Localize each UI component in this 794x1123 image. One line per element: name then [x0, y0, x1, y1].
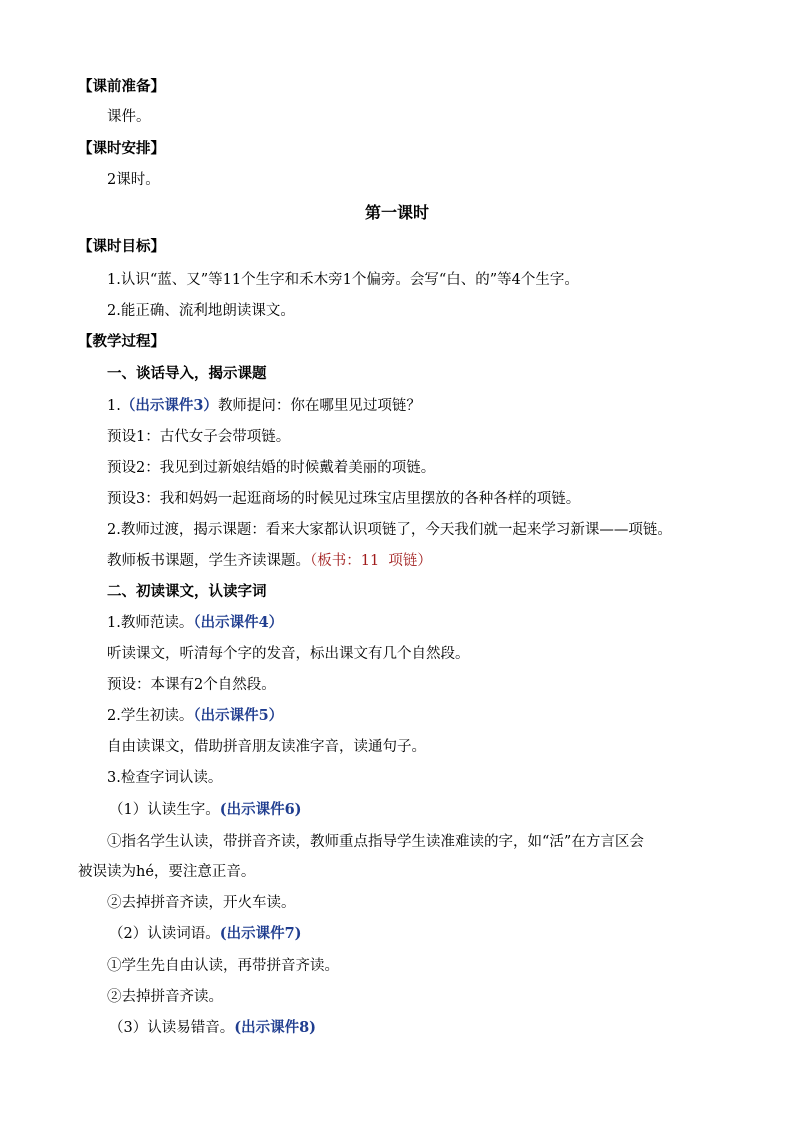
part1-line3 — [107, 549, 724, 573]
step2-line — [107, 704, 724, 728]
objective-item-1: 1.认识“蓝、又”等11个生字和禾木旁1个偏旁。会写“白、的”等4个生字。 — [107, 272, 579, 288]
step2-body: 自由读课文，借助拼音朋友读准字音，读通句子。 — [107, 739, 426, 755]
part1-line2: 2.教师过渡，揭示课题：看来大家都认识项链了，今天我们就一起来学习新课——项链。 — [107, 522, 672, 538]
preset-1: 预设1：古代女子会带项链。 — [107, 429, 291, 445]
part1-line1-text: 教师提问：你在哪里见过项链？ — [217, 398, 421, 414]
part1-line1 — [107, 394, 724, 418]
sub2-text: （2）认读词语。 — [109, 926, 220, 942]
part1-line1-num: 1. — [107, 398, 121, 414]
courseware-tag: (出示课件7) — [219, 925, 302, 942]
part2-heading: 二、初读课文，认读字词 — [107, 583, 267, 600]
courseware-tag: （出示课件3） — [120, 397, 218, 414]
schedule-heading: 【课时安排】 — [78, 140, 165, 157]
courseware-tag: (出示课件6) — [219, 801, 302, 818]
sub2-a: ①学生先自由认读，再带拼音齐读。 — [107, 958, 339, 974]
courseware-tag: （出示课件4） — [193, 614, 284, 631]
sub3-line — [109, 1016, 724, 1040]
preset-2: 预设2：我见到过新娘结婚的时候戴着美丽的项链。 — [107, 460, 436, 476]
sub3-text: （3）认读易错音。 — [109, 1020, 235, 1036]
part1-line3-text: 教师板书课题，学生齐读课题。 — [107, 553, 310, 569]
step2-text: 2.学生初读。 — [107, 708, 194, 724]
step1-line — [107, 611, 724, 635]
sub1-b: ②去掉拼音齐读，开火车读。 — [107, 895, 296, 911]
sub1-text: （1）认读生字。 — [109, 802, 220, 818]
step1-body: 听读课文，听清每个字的发音，标出课文有几个自然段。 — [107, 646, 470, 662]
courseware-tag: （出示课件5） — [193, 707, 284, 724]
objective-item-2: 2.能正确、流利地朗读课文。 — [107, 303, 295, 319]
sub1-a2: 被误读为hé，要注意正音。 — [78, 864, 256, 880]
objectives-heading: 【课时目标】 — [78, 238, 165, 255]
board-writing-tag: （板书：11 项链） — [310, 553, 432, 569]
sub2-line — [109, 922, 724, 946]
step3-line: 3.检查字词认读。 — [107, 770, 223, 786]
part1-heading: 一、谈话导入，揭示课题 — [107, 365, 267, 382]
step1-preset: 预设：本课有2个自然段。 — [107, 677, 276, 693]
prep-heading: 【课前准备】 — [78, 78, 165, 95]
sub2-b: ②去掉拼音齐读。 — [107, 989, 223, 1005]
sub1-line — [109, 798, 724, 822]
prep-body: 课件。 — [107, 109, 151, 125]
schedule-body: 2课时。 — [107, 172, 160, 188]
lesson-title: 第一课时 — [364, 203, 429, 222]
courseware-tag: (出示课件8) — [234, 1019, 317, 1036]
sub1-a1: ①指名学生认读，带拼音齐读，教师重点指导学生读准难读的字，如“活”在方言区会 — [107, 834, 644, 850]
preset-3: 预设3：我和妈妈一起逛商场的时候见过珠宝店里摆放的各种各样的项链。 — [107, 491, 581, 507]
step1-text: 1.教师范读。 — [107, 615, 194, 631]
process-heading: 【教学过程】 — [78, 333, 165, 350]
